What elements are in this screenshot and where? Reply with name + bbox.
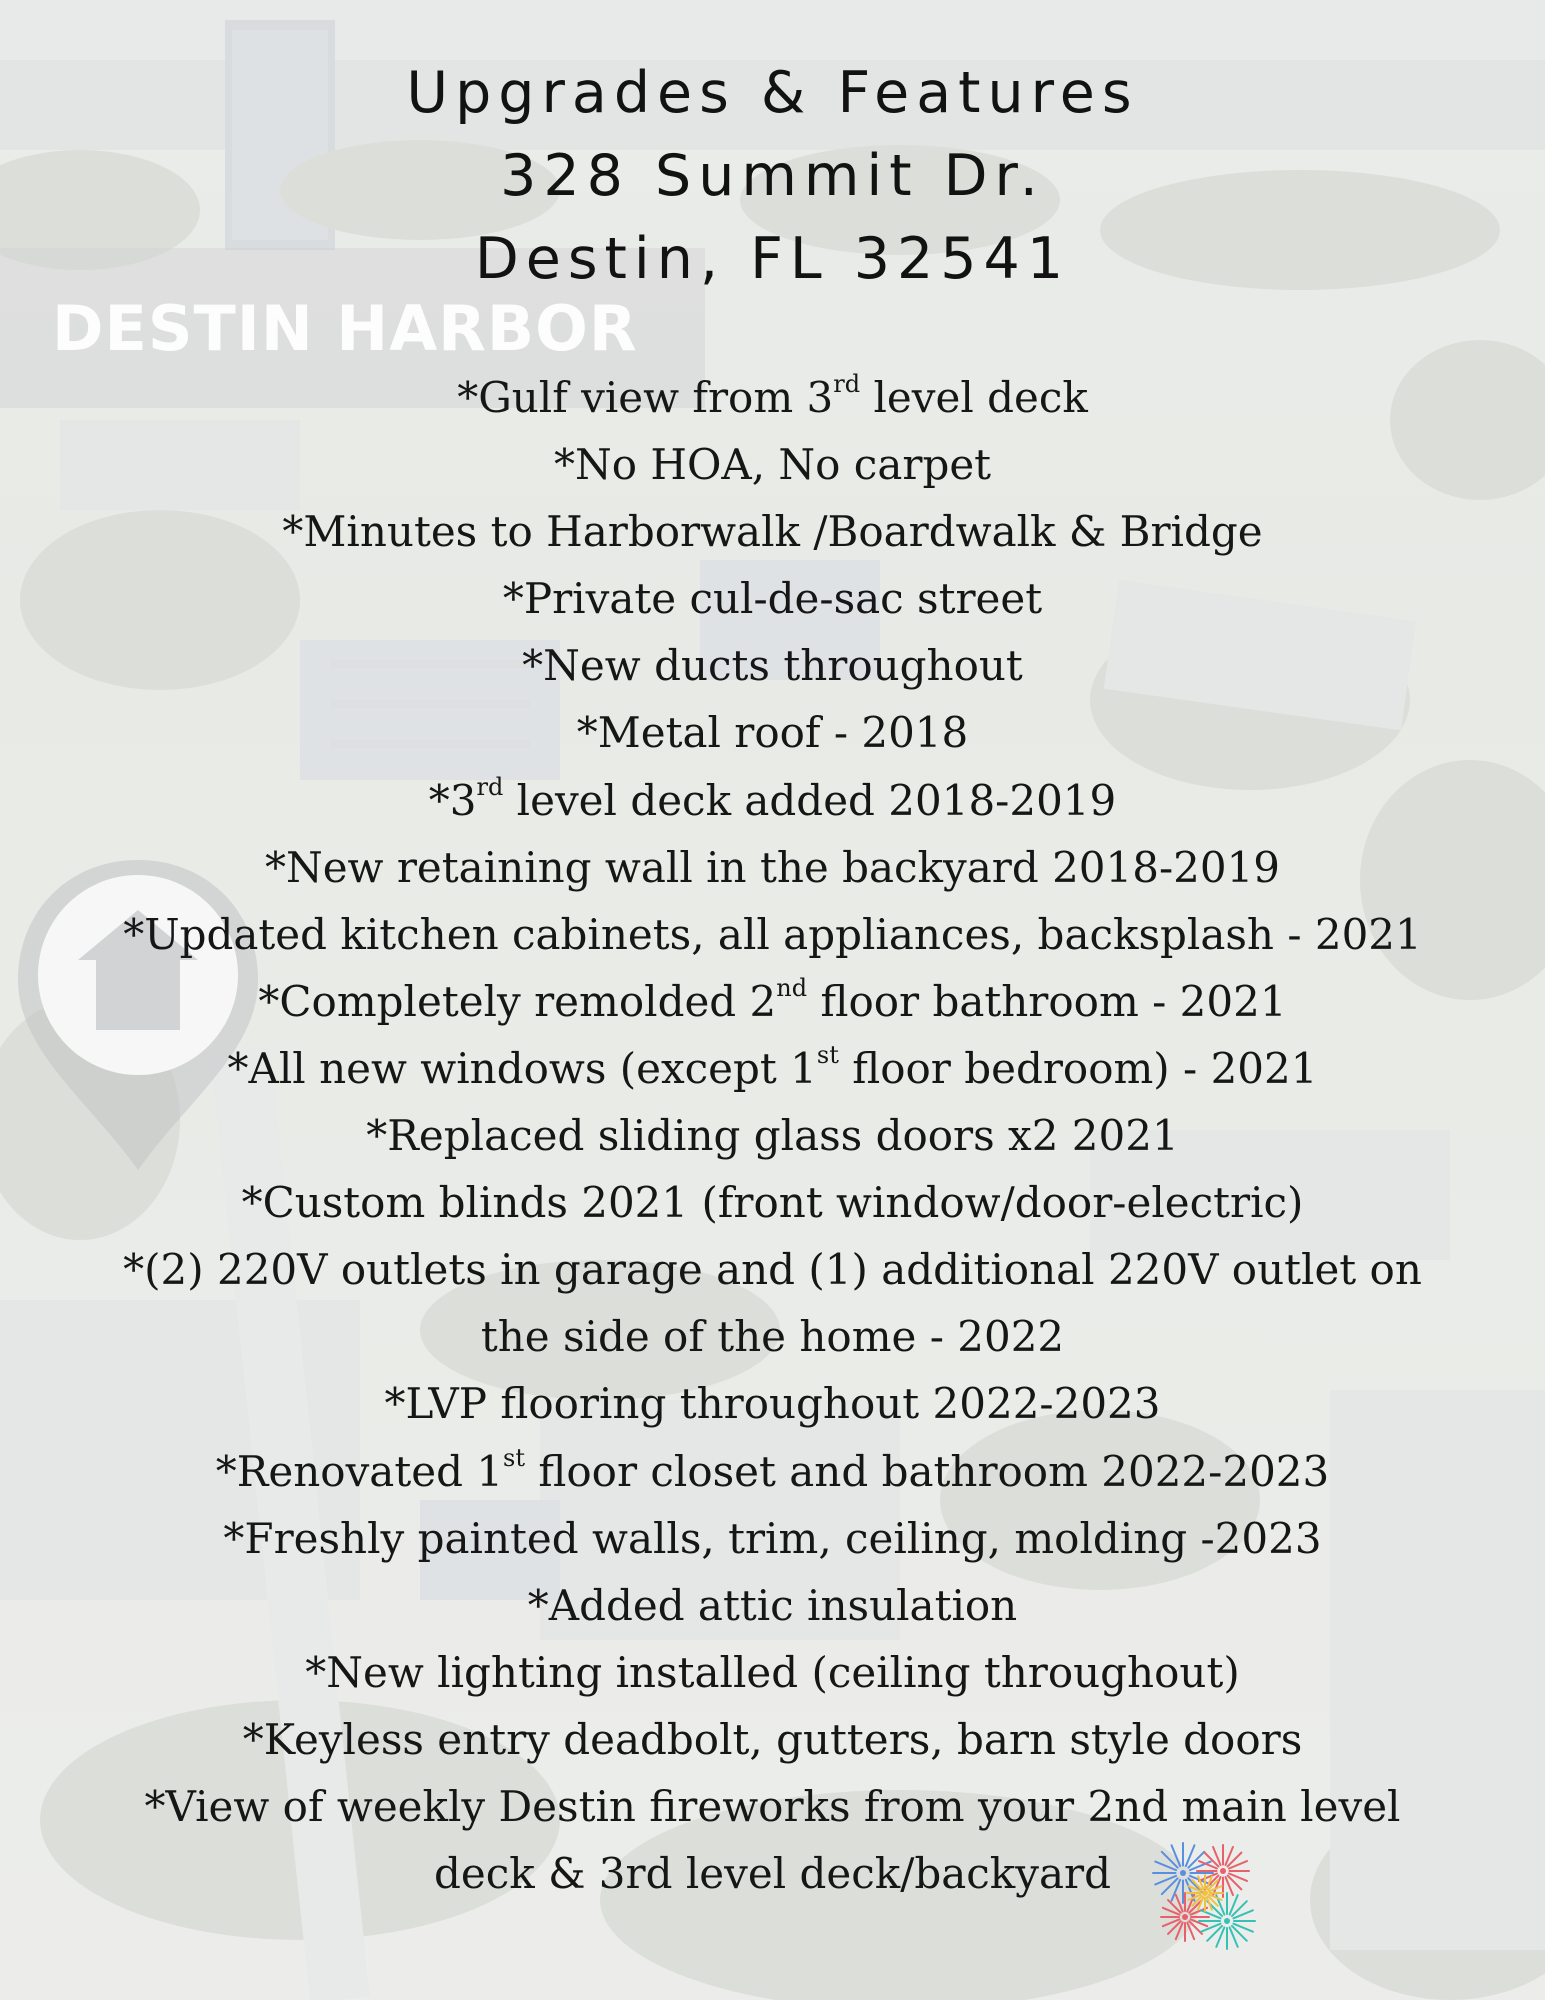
feature-text: *3 bbox=[428, 775, 477, 825]
feature-item bbox=[0, 834, 1545, 901]
feature-ordinal-suffix: rd bbox=[833, 370, 861, 398]
feature-text-continued: level deck bbox=[860, 373, 1088, 422]
feature-item bbox=[0, 1572, 1545, 1639]
feature-item bbox=[0, 1438, 1545, 1505]
feature-text: *Added attic insulation bbox=[527, 1580, 1018, 1630]
page-title bbox=[0, 52, 1545, 301]
feature-text: *New ducts throughout bbox=[522, 641, 1023, 691]
feature-text: deck & 3rd level deck/backyard bbox=[434, 1849, 1111, 1899]
feature-item bbox=[0, 968, 1545, 1035]
feature-item bbox=[0, 1102, 1545, 1169]
feature-item bbox=[0, 364, 1545, 431]
feature-item bbox=[0, 565, 1545, 632]
feature-item bbox=[0, 1706, 1545, 1773]
feature-text: *LVP flooring throughout 2022-2023 bbox=[384, 1379, 1161, 1429]
feature-text: *Updated kitchen cabinets, all appliances, backsplash - 2021 bbox=[123, 909, 1422, 959]
title-line-3: Destin, FL 32541 bbox=[474, 226, 1071, 292]
feature-item bbox=[0, 1303, 1545, 1370]
feature-text: *Minutes to Harborwalk /Boardwalk & Bridge bbox=[282, 507, 1263, 557]
feature-item bbox=[0, 1370, 1545, 1437]
feature-text: *Replaced sliding glass doors x2 2021 bbox=[366, 1111, 1179, 1161]
feature-text-continued: level deck added 2018-2019 bbox=[503, 775, 1117, 825]
feature-item bbox=[0, 632, 1545, 699]
feature-text: *View of weekly Destin fireworks from your 2nd main level bbox=[144, 1781, 1401, 1831]
feature-text: *Renovated 1 bbox=[215, 1446, 504, 1496]
feature-text-continued: floor bedroom) - 2021 bbox=[838, 1043, 1318, 1093]
feature-item bbox=[0, 431, 1545, 498]
feature-text: *Gulf view from 3 bbox=[457, 373, 834, 422]
feature-item bbox=[0, 1505, 1545, 1572]
feature-item bbox=[0, 1035, 1545, 1102]
feature-text-continued: floor bathroom - 2021 bbox=[807, 976, 1287, 1026]
feature-ordinal-suffix: nd bbox=[776, 973, 808, 1002]
feature-text: *(2) 220V outlets in garage and (1) additional 220V outlet on bbox=[123, 1245, 1422, 1295]
feature-item bbox=[0, 699, 1545, 766]
firework-burst bbox=[1187, 1875, 1223, 1911]
feature-text: *Keyless entry deadbolt, gutters, barn style doors bbox=[242, 1714, 1303, 1764]
feature-item bbox=[0, 1169, 1545, 1236]
feature-text: *No HOA, No carpet bbox=[553, 440, 992, 490]
fireworks-icon bbox=[1145, 1835, 1265, 1955]
feature-item bbox=[0, 1840, 1545, 1907]
feature-item bbox=[0, 1236, 1545, 1303]
feature-text: *Private cul-de-sac street bbox=[502, 574, 1043, 624]
feature-text: *Metal roof - 2018 bbox=[576, 708, 969, 758]
feature-item bbox=[0, 498, 1545, 565]
feature-text: *All new windows (except 1 bbox=[227, 1043, 817, 1093]
feature-text: *New retaining wall in the backyard 2018-2019 bbox=[264, 842, 1281, 892]
feature-item bbox=[0, 1639, 1545, 1706]
features-list bbox=[0, 364, 1545, 1907]
feature-text: *Freshly painted walls, trim, ceiling, molding -2023 bbox=[223, 1513, 1322, 1563]
feature-ordinal-suffix: st bbox=[816, 1040, 839, 1069]
feature-item bbox=[0, 767, 1545, 834]
feature-text-continued: floor closet and bathroom 2022-2023 bbox=[525, 1446, 1330, 1496]
feature-text: *Custom blinds 2021 (front window/door-electric) bbox=[241, 1178, 1304, 1228]
feature-ordinal-suffix: st bbox=[503, 1443, 526, 1472]
feature-text: *New lighting installed (ceiling throughout) bbox=[305, 1647, 1240, 1697]
feature-ordinal-suffix: rd bbox=[476, 772, 504, 801]
feature-item bbox=[0, 901, 1545, 968]
feature-text: the side of the home - 2022 bbox=[480, 1312, 1065, 1362]
title-line-1: Upgrades & Features bbox=[406, 60, 1139, 126]
feature-item bbox=[0, 1773, 1545, 1840]
harbor-banner-label: DESTIN HARBOR bbox=[52, 292, 638, 365]
feature-text: *Completely remolded 2 bbox=[258, 976, 777, 1026]
title-line-2: 328 Summit Dr. bbox=[500, 143, 1045, 209]
